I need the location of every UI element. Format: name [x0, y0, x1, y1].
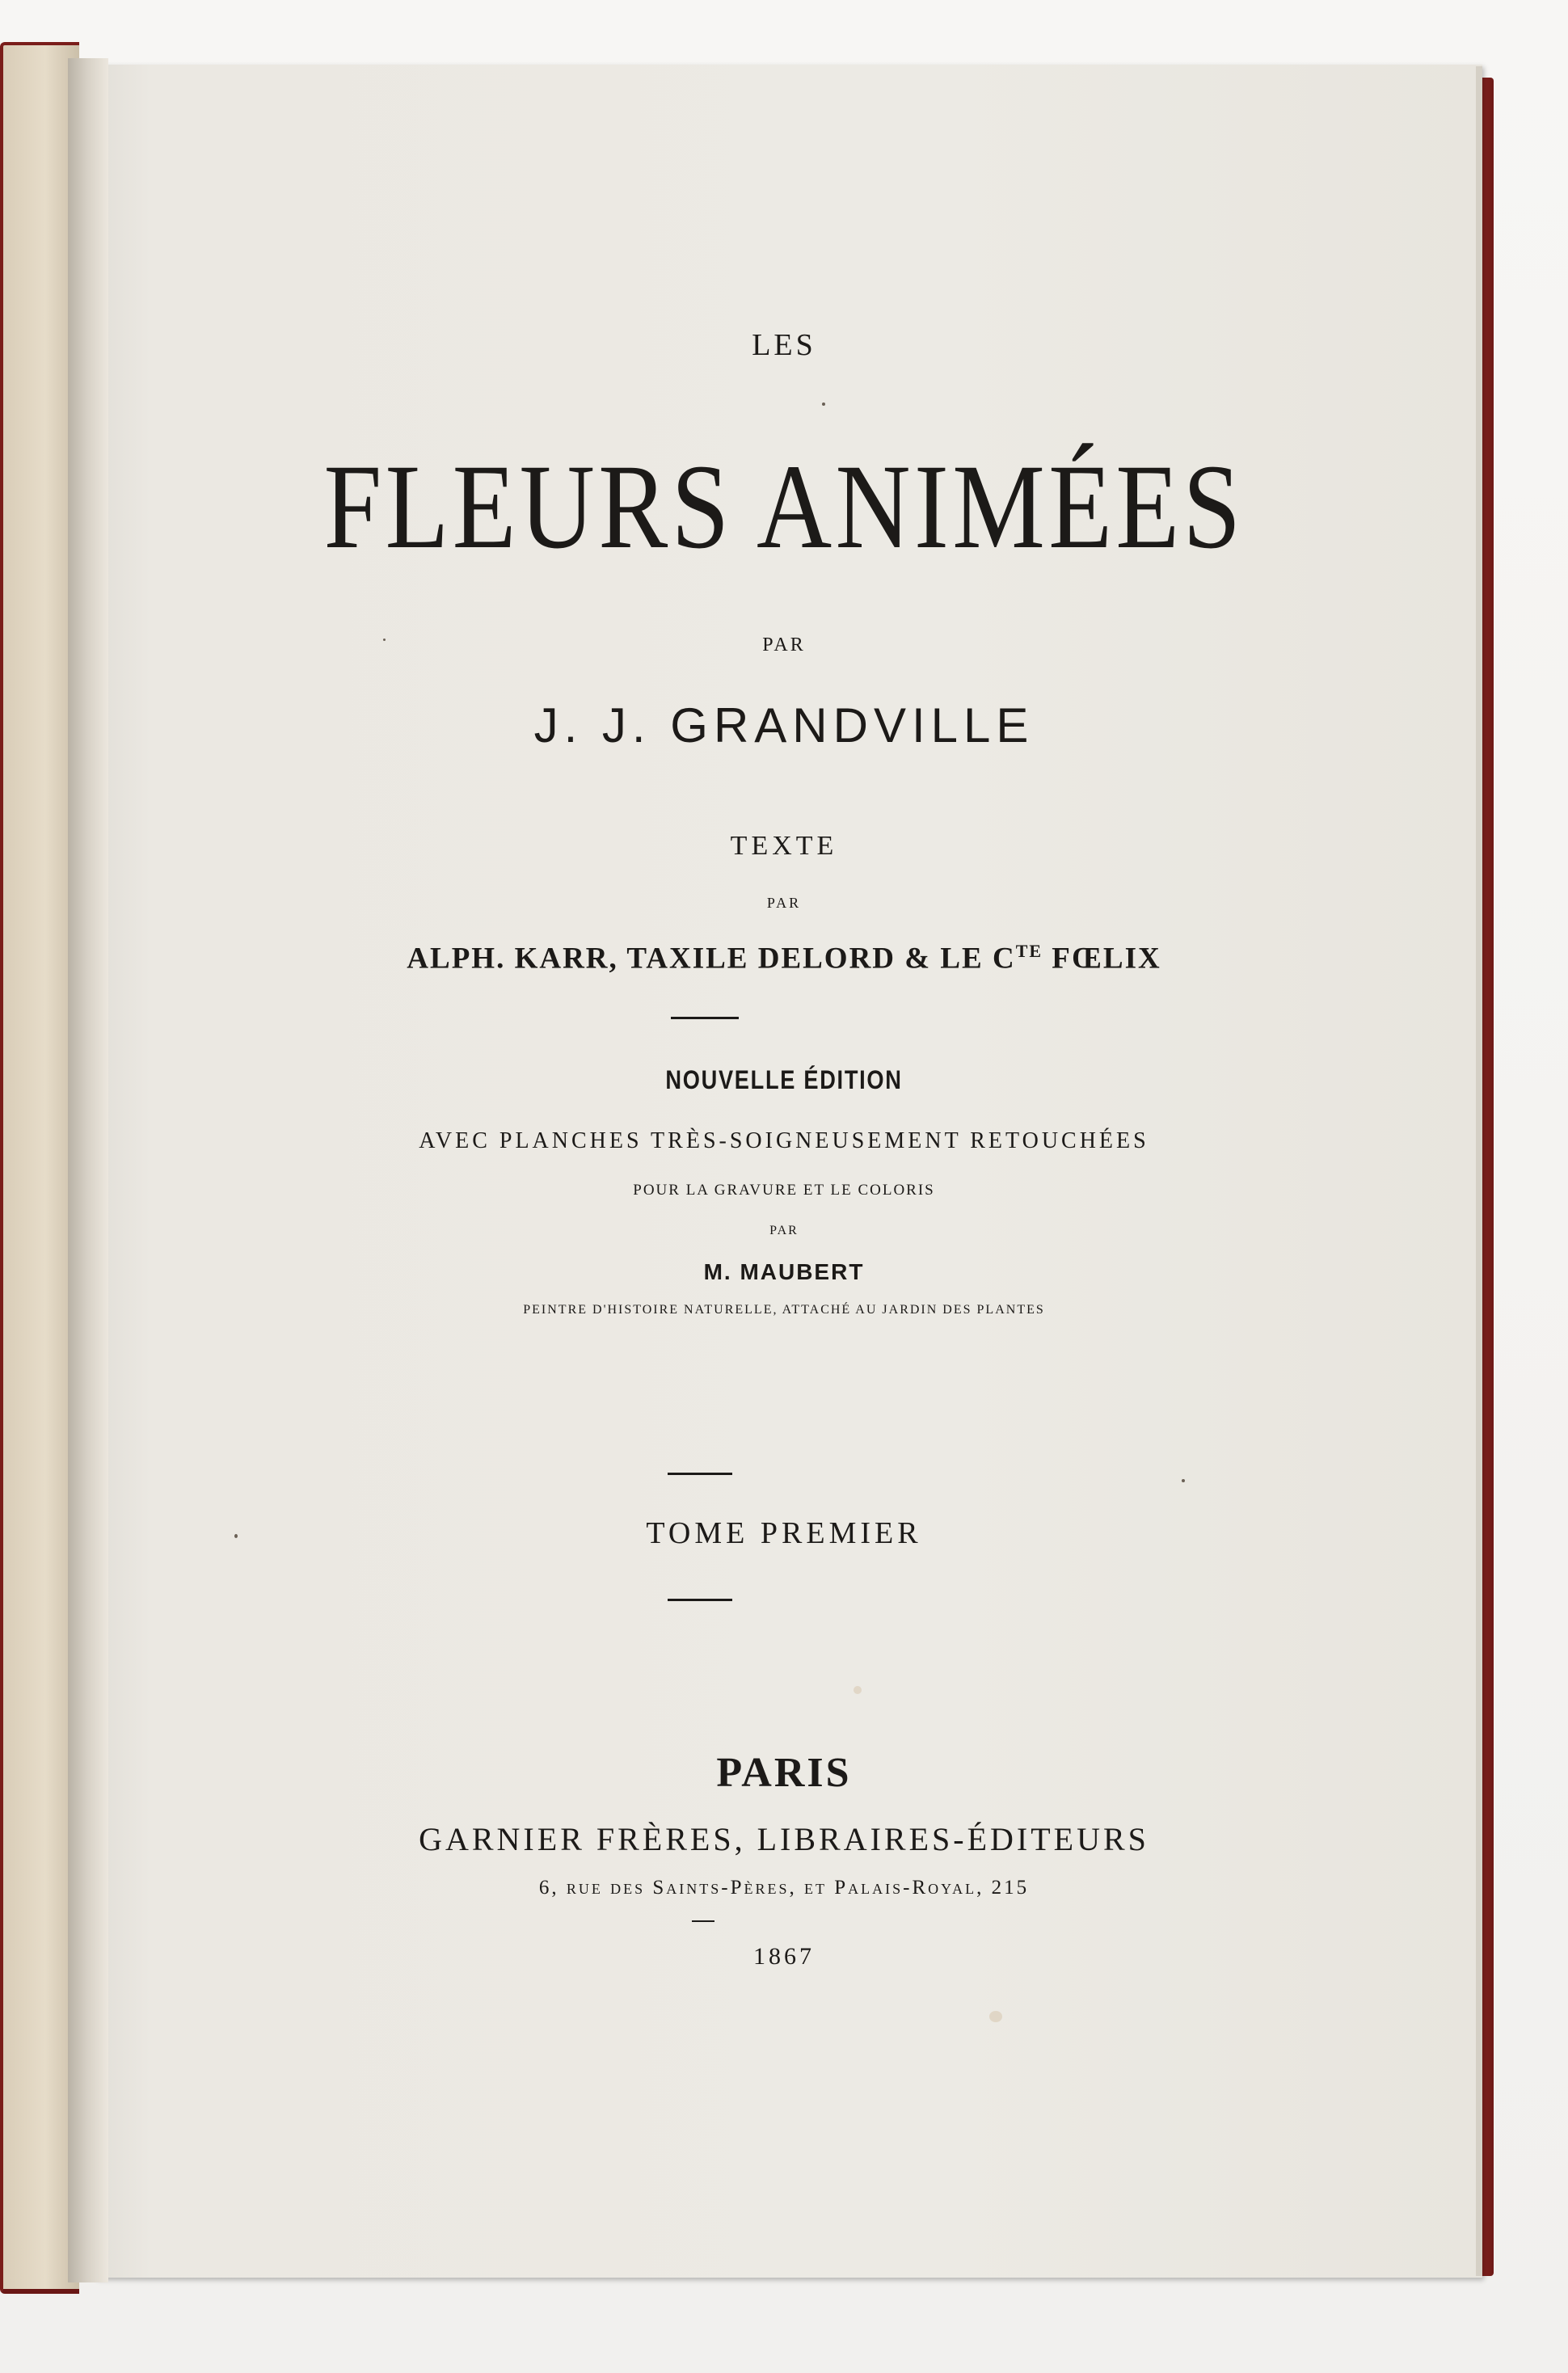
- article-les: LES: [752, 328, 816, 362]
- engraving-note: POUR LA GRAVURE ET LE COLORIS: [633, 1182, 935, 1199]
- volume-label: TOME PREMIER: [646, 1516, 922, 1550]
- paper-speck: [822, 403, 825, 406]
- paper-speck: [234, 1534, 238, 1538]
- paper-speck: [1182, 1479, 1185, 1482]
- book-title: FLEURS ANIMÉES: [323, 440, 1245, 574]
- divider-rule: [692, 1920, 714, 1922]
- plates-note: AVEC PLANCHES TRÈS-SOIGNEUSEMENT RETOUCHÉES: [419, 1128, 1149, 1153]
- publication-year: 1867: [753, 1943, 815, 1970]
- par-label: PAR: [762, 634, 806, 655]
- par-label: PAR: [766, 895, 802, 911]
- divider-rule: [668, 1599, 732, 1601]
- author-name: J. J. GRANDVILLE: [533, 698, 1035, 752]
- publisher-name: GARNIER FRÈRES, LIBRAIRES-ÉDITEURS: [419, 1821, 1149, 1857]
- contributors-superscript: TE: [1015, 941, 1043, 961]
- divider-rule: [671, 1017, 739, 1019]
- foxing-spot: [854, 1686, 862, 1694]
- contributors-main: ALPH. KARR, TAXILE DELORD & LE C: [407, 942, 1016, 976]
- par-label: PAR: [769, 1224, 799, 1237]
- publisher-address: 6, rue des Saints-Pères, et Palais-Royal, 215: [538, 1877, 1030, 1899]
- foxing-spot: [989, 2011, 1002, 2022]
- contributors: [0, 941, 1568, 976]
- retoucher-name: M. MAUBERT: [703, 1259, 865, 1284]
- imprint-city: PARIS: [716, 1750, 852, 1796]
- paper-speck: [383, 639, 386, 641]
- edition-heading: NOUVELLE ÉDITION: [665, 1065, 903, 1094]
- divider-rule: [668, 1473, 732, 1475]
- texte-label: TEXTE: [730, 831, 838, 861]
- retoucher-title: PEINTRE D'HISTOIRE NATURELLE, ATTACHÉ AU JARDIN DES PLANTES: [523, 1303, 1045, 1317]
- contributors-end: FŒLIX: [1043, 942, 1161, 976]
